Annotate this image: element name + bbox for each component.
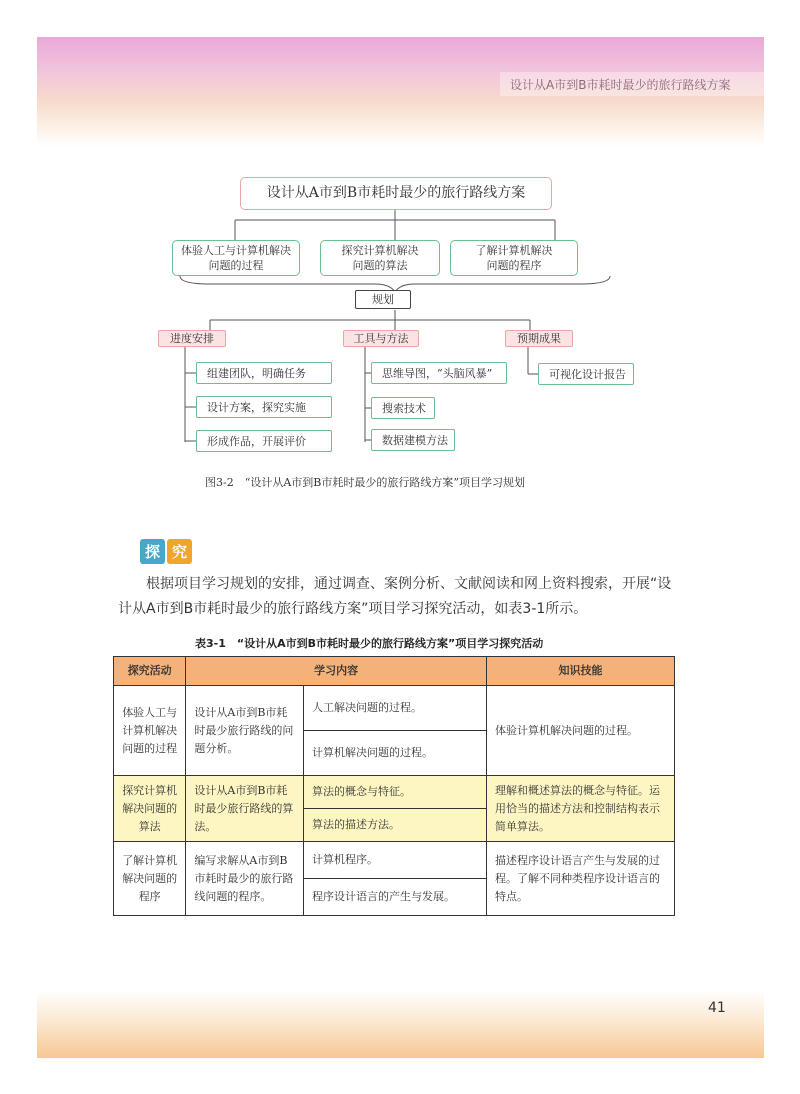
diagram-item-schedule-1: 组建团队，明确任务 [196,362,332,384]
diagram-item-schedule-2: 设计方案，探究实施 [196,396,332,418]
table-row [114,686,675,731]
diagram-top-box-1: 体验人工与计算机解决 问题的过程 [172,240,300,276]
table-cell-activity: 了解计算机解决问题的程序 [114,842,186,916]
table-cell-desc: 设计从A市到B市耗时最少旅行路线的问题分析。 [186,686,304,776]
table-title: 表3-1 “设计从A市到B市耗时最少的旅行路线方案”项目学习探究活动 [195,637,544,650]
diagram-item-outcome-1: 可视化设计报告 [538,363,634,385]
table-cell-desc: 编写求解从A市到B市耗时最少的旅行路线问题的程序。 [186,842,304,916]
table-header-skill: 知识技能 [486,657,674,686]
diagram-title: 设计从A市到B市耗时最少的旅行路线方案 [240,177,552,210]
diagram-category-outcome: 预期成果 [505,330,573,347]
explore-icon-char-2: 究 [167,539,192,564]
explore-icon [140,539,192,564]
project-plan-diagram [150,172,640,464]
page-number: 41 [708,1000,726,1016]
table-header-row [114,657,675,686]
explore-icon-char-1: 探 [140,539,165,564]
table-cell-item: 程序设计语言的产生与发展。 [304,879,487,916]
table-cell-activity: 体验人工与计算机解决问题的过程 [114,686,186,776]
table-row [114,776,675,809]
table-cell-item: 计算机程序。 [304,842,487,879]
diagram-item-tools-1: 思维导图，“头脑风暴” [371,362,507,384]
diagram-item-tools-3: 数据建模方法 [371,429,455,451]
body-paragraph: 根据项目学习规划的安排，通过调查、案例分析、文献阅读和网上资料搜索，开展“设计从A市到B市耗时最少的旅行路线方案”项目学习探究活动，如表3-1所示。 [118,576,672,617]
diagram-item-schedule-3: 形成作品，开展评价 [196,430,332,452]
table-cell-item: 计算机解决问题的过程。 [304,731,487,776]
diagram-category-schedule: 进度安排 [158,330,226,347]
table-cell-item: 算法的描述方法。 [304,809,487,842]
diagram-top-box-3: 了解计算机解决 问题的程序 [450,240,578,276]
diagram-plan-box: 规划 [355,290,411,309]
table-cell-activity: 探究计算机解决问题的算法 [114,776,186,842]
table-cell-skill: 体验计算机解决问题的过程。 [486,686,674,776]
table-row [114,842,675,879]
table-cell-skill: 理解和概述算法的概念与特征。运用恰当的描述方法和控制结构表示简单算法。 [486,776,674,842]
table-cell-item: 算法的概念与特征。 [304,776,487,809]
table-cell-desc: 设计从A市到B市耗时最少旅行路线的算法。 [186,776,304,842]
figure-caption: 图3-2 “设计从A市到B市耗时最少的旅行路线方案”项目学习规划 [205,476,525,489]
diagram-connectors [150,172,640,464]
table-header-activity: 探究活动 [114,657,186,686]
table-header-content: 学习内容 [186,657,487,686]
running-header-title: 设计从A市到B市耗时最少的旅行路线方案 [510,78,731,92]
table-cell-skill: 描述程序设计语言产生与发展的过程。了解不同种类程序设计语言的特点。 [486,842,674,916]
diagram-top-box-2: 探究计算机解决 问题的算法 [320,240,440,276]
diagram-item-tools-2: 搜索技术 [371,397,435,419]
footer-banner [37,990,764,1058]
table-cell-item: 人工解决问题的过程。 [304,686,487,731]
activity-table [113,656,675,916]
diagram-category-tools: 工具与方法 [343,330,419,347]
